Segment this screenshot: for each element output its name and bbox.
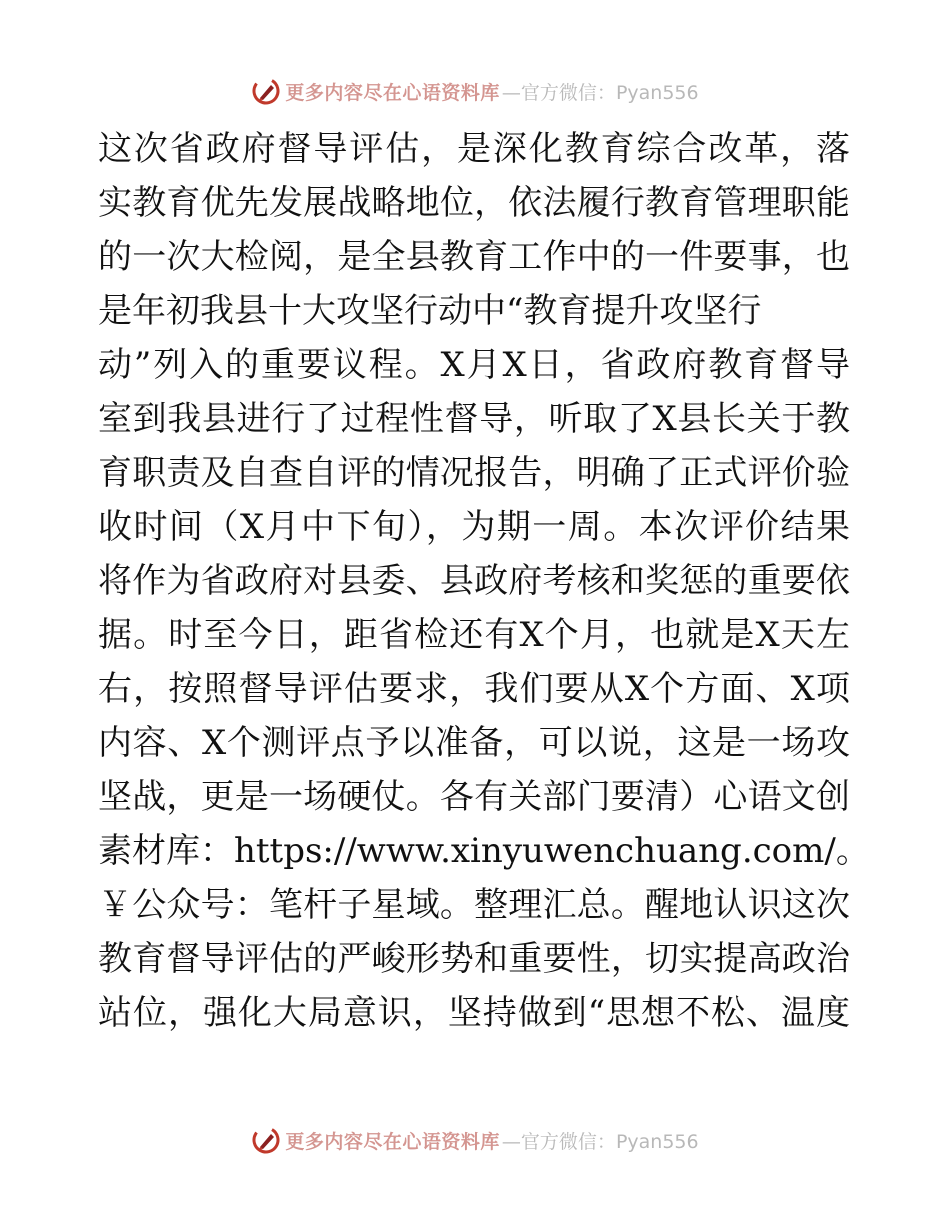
body-line: 动”列入的重要议程。X月X日，省政府教育督导: [98, 345, 850, 385]
body-line: 右，按照督导评估要求，我们要从X个方面、X项: [98, 669, 850, 709]
pen-logo-icon: [251, 1125, 281, 1155]
body-line: 将作为省政府对县委、县政府考核和奖惩的重要依: [98, 561, 850, 601]
footer-tail-label: —官方微信：: [501, 1130, 616, 1153]
footer-wechat-id: Pyan556: [615, 1130, 699, 1153]
body-line: 育职责及自查自评的情况报告，明确了正式评价验: [98, 453, 850, 493]
body-line: ￥公众号：笔杆子星域。整理汇总。醒地认识这次: [98, 885, 850, 925]
body-line: 这次省政府督导评估，是深化教育综合改革，落: [98, 129, 850, 169]
footer-banner: [0, 1120, 950, 1160]
body-line-url: 素材库：https://www.xinyuwenchuang.com/。: [98, 831, 870, 871]
footer-tail-text: [502, 1127, 699, 1154]
body-line: 据。时至今日，距省检还有X个月，也就是X天左: [98, 615, 850, 655]
body-line: 室到我县进行了过程性督导，听取了X县长关于教: [98, 399, 850, 439]
body-line: 是年初我县十大攻坚行动中“教育提升攻坚行: [98, 291, 762, 331]
body-line: 教育督导评估的严峻形势和重要性，切实提高政治: [98, 939, 850, 979]
body-line: 收时间（X月中下旬），为期一周。本次评价结果: [98, 507, 850, 547]
body-line: 实教育优先发展战略地位，依法履行教育管理职能: [98, 183, 850, 223]
header-wechat-id: Pyan556: [615, 81, 699, 104]
body-line: 站位，强化大局意识，坚持做到“思想不松、温度: [98, 993, 850, 1033]
body-line: 的一次大检阅，是全县教育工作中的一件要事，也: [98, 237, 850, 277]
body-line: 坚战，更是一场硬仗。各有关部门要清）心语文创: [98, 777, 850, 817]
header-tail-text: [502, 78, 699, 105]
header-banner: [0, 71, 950, 111]
body-text: [98, 122, 870, 1040]
body-line: 内容、X个测评点予以准备，可以说，这是一场攻: [98, 723, 850, 763]
header-lead-text: 更多内容尽在心语资料库: [285, 81, 500, 104]
pen-logo-icon: [251, 76, 281, 106]
header-tail-label: —官方微信：: [501, 81, 616, 104]
footer-lead-text: 更多内容尽在心语资料库: [285, 1130, 500, 1153]
